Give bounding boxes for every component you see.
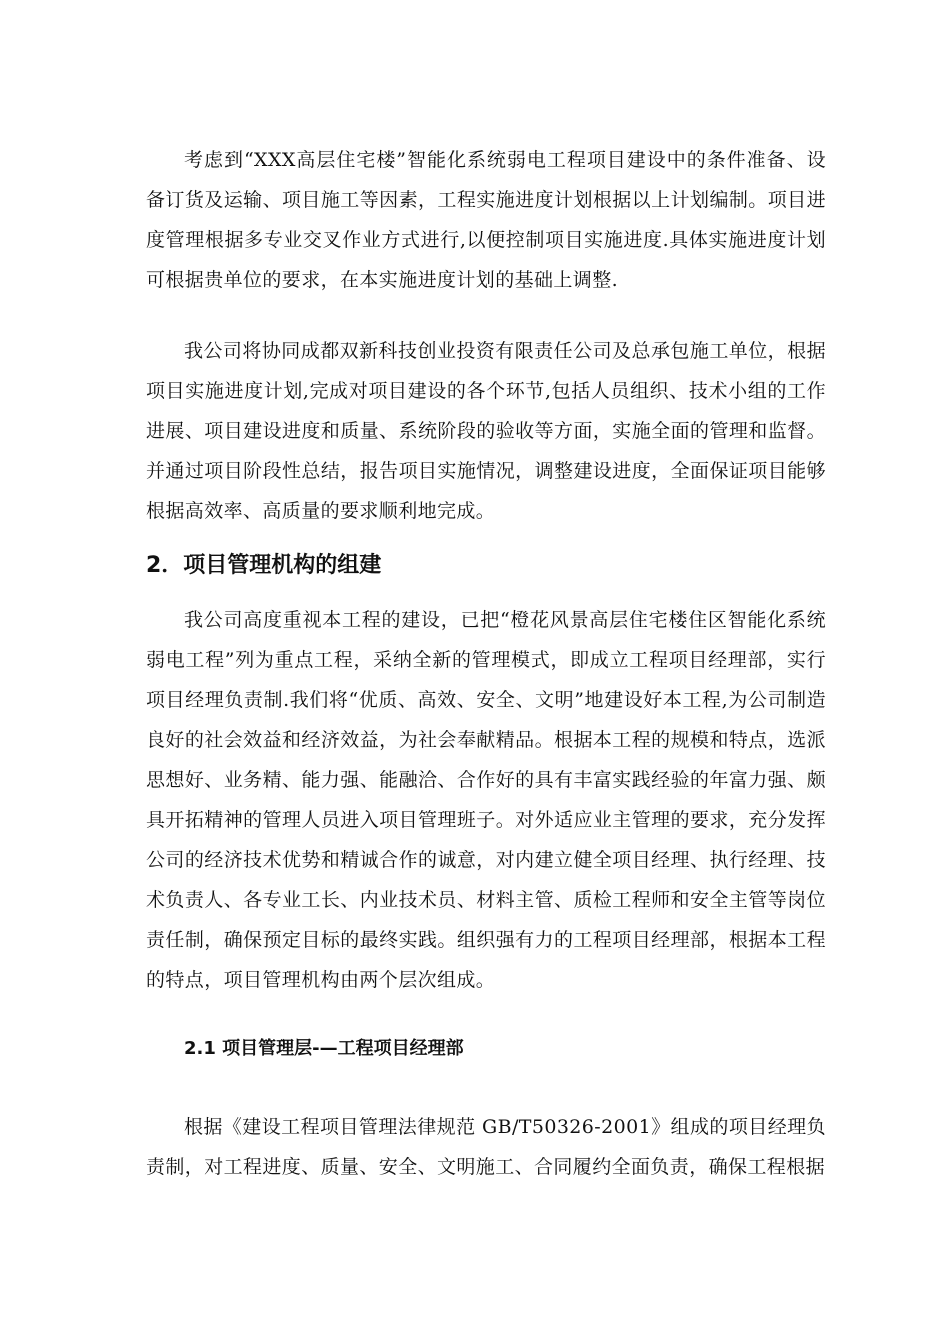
paragraph-schedule: 考虑到“XXX高层住宅楼”智能化系统弱电工程项目建设中的条件准备、设备订货及运输、项目施工等因素，工程实施进度计划根据以上计划编制。项目进度管理根据多专业交叉作业方式进行,以便控制项目实施进度.具体实施进度计划可根据贵单位的要求，在本实施进度计划的基础上调整. bbox=[146, 149, 826, 291]
paragraph-organization: 我公司高度重视本工程的建设，已把“橙花风景高层住宅楼住区智能化系统弱电工程”列为重点工程，采纳全新的管理模式，即成立工程项目经理部，实行项目经理负责制.我们将“优质、高效、安全、文明”地建设好本工程,为公司制造良好的社会效益和经济效益，为社会奉献精品。根据本工程的规模和特点，选派思想好、业务精、能力强、能融洽、合作好的具有丰富实践经验的年富力强、颇具开拓精神的管理人员进入项目管理班子。对外适应业主管理的要求，充分发挥公司的经济技术优势和精诚合作的诚意，对内建立健全项目经理、执行经理、技术负责人、各专业工长、内业技术员、材料主管、质检工程师和安全主管等岗位责任制，确保预定目标的最终实践。组织强有力的工程项目经理部，根据本工程的特点，项目管理机构由两个层次组成。 bbox=[146, 609, 826, 991]
subsection-heading-2-1: 2.1 项目管理层-—工程项目经理部 bbox=[184, 1038, 464, 1059]
paragraph-coordination: 我公司将协同成都双新科技创业投资有限责任公司及总承包施工单位，根据项目实施进度计划,完成对项目建设的各个环节,包括人员组织、技术小组的工作进展、项目建设进度和质量、系统阶段的验收等方面，实施全面的管理和监督。并通过项目阶段性总结，报告项目实施情况，调整建设进度，全面保证项目能够根据高效率、高质量的要求顺利地完成。 bbox=[146, 340, 826, 522]
paragraph-project-manager: 根据《建设工程项目管理法律规范 GB/T50326-2001》组成的项目经理负责制，对工程进度、质量、安全、文明施工、合同履约全面负责，确保工程根据 bbox=[146, 1116, 826, 1178]
document-body bbox=[146, 140, 826, 1218]
section-heading-2: 2．项目管理机构的组建 bbox=[146, 553, 382, 578]
